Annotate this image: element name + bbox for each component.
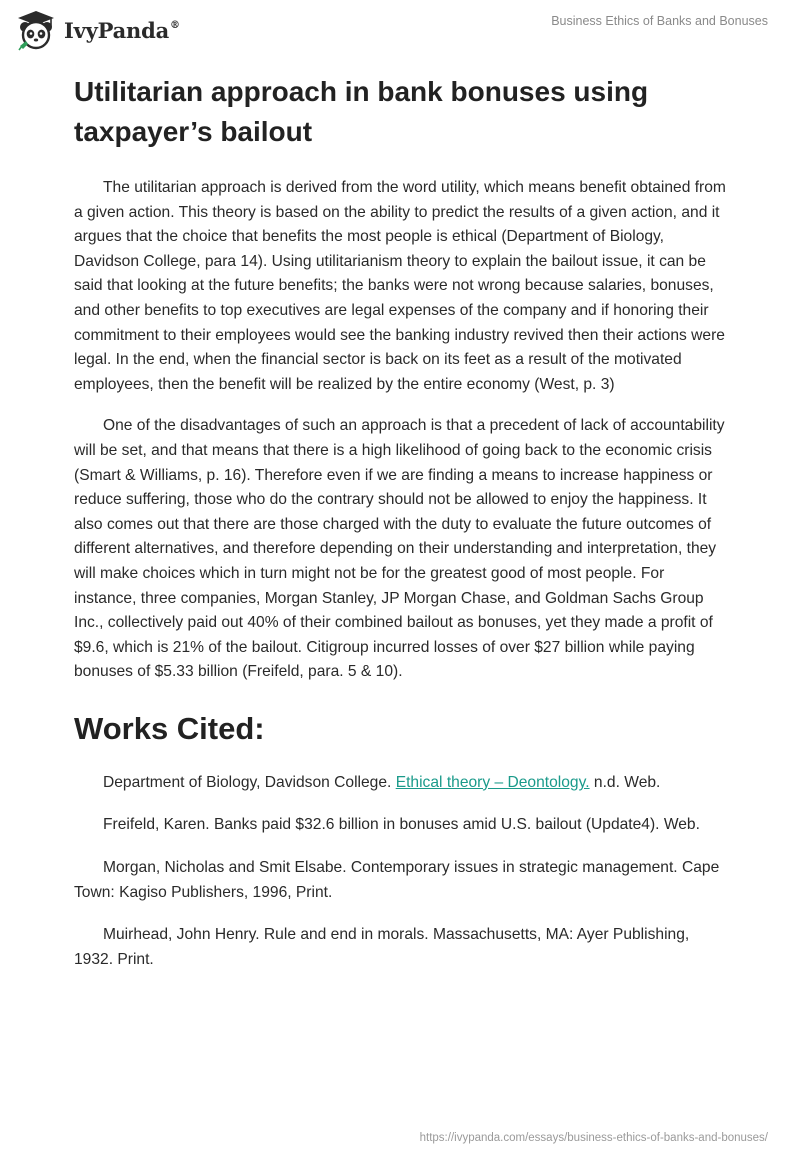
registered-mark: ® — [170, 19, 180, 31]
citation-text: n.d. Web. — [589, 773, 661, 791]
source-url[interactable]: https://ivypanda.com/essays/business-ethics-of-banks-and-bonuses/ — [419, 1132, 768, 1144]
article-title: Utilitarian approach in bank bonuses using taxpayer’s bailout — [74, 76, 649, 147]
citation-entry: Morgan, Nicholas and Smit Elsabe. Contemporary issues in strategic management. Cape Town: Kagiso Publishers, 1996, Print. — [74, 859, 720, 901]
citation-text: Department of Biology, Davidson College. — [103, 773, 396, 791]
works-cited-heading: Works Cited: — [74, 710, 265, 746]
body-paragraph: The utilitarian approach is derived from the word utility, which means benefit obtained from a given action. This theory is based on the ability to predict the results of a given action, and it argues that the choice that benefits the most people is ethical (Department of Biology, Davidson College, para 14). Using utilitarianism theory to explain the bailout issue, it can be said that looking at the future benefits; the banks were not wrong because salaries, bonuses, and other benefits to top executives are legal expenses of the company and if honoring their commitment to their employees would see the banking industry revived then their actions were legal. In the end, when the financial sector is back on its feet as a result of the motivated employees, then the benefit will be realized by the entire economy (West, p. 3) — [74, 179, 726, 393]
brand-name: IvyPanda® — [64, 17, 180, 43]
page-header — [0, 0, 800, 60]
body-paragraph: One of the disadvantages of such an approach is that a precedent of lack of accountability will be set, and that means that there is a high likelihood of going back to the economic crisis (Smart & Williams, p. 16). Therefore even if we are finding a means to increase happiness or reduce suffering, those who do the contrary should not be allowed to enjoy the happiness. It also comes out that there are those charged with the duty to evaluate the future outcomes of different alternatives, and therefore depending on their understanding and interpretation, they will make choices which in turn might not be for the greatest good of most people. For instance, three companies, Morgan Stanley, JP Morgan Chase, and Goldman Sachs Group Inc., collectively paid out 40% of their combined bailout as bonuses, yet they made a profit of $9.6, which is 21% of the bailout. Citigroup incurred losses of over $27 billion while paying bonuses of $5.33 billion (Freifeld, para. 5 & 10). — [74, 417, 725, 681]
citation-entry — [74, 771, 726, 796]
panda-graduation-icon — [14, 8, 58, 52]
article-content — [74, 72, 726, 972]
citation-link[interactable]: Ethical theory – Deontology. — [395, 773, 590, 791]
citation-entry: Muirhead, John Henry. Rule and end in morals. Massachusetts, MA: Ayer Publishing, 1932. Print. — [74, 926, 690, 968]
citation-entry: Freifeld, Karen. Banks paid $32.6 billion in bonuses amid U.S. bailout (Update4). Web. — [103, 816, 700, 834]
running-title: Business Ethics of Banks and Bonuses — [551, 14, 768, 28]
ivypanda-logo[interactable] — [14, 8, 180, 52]
